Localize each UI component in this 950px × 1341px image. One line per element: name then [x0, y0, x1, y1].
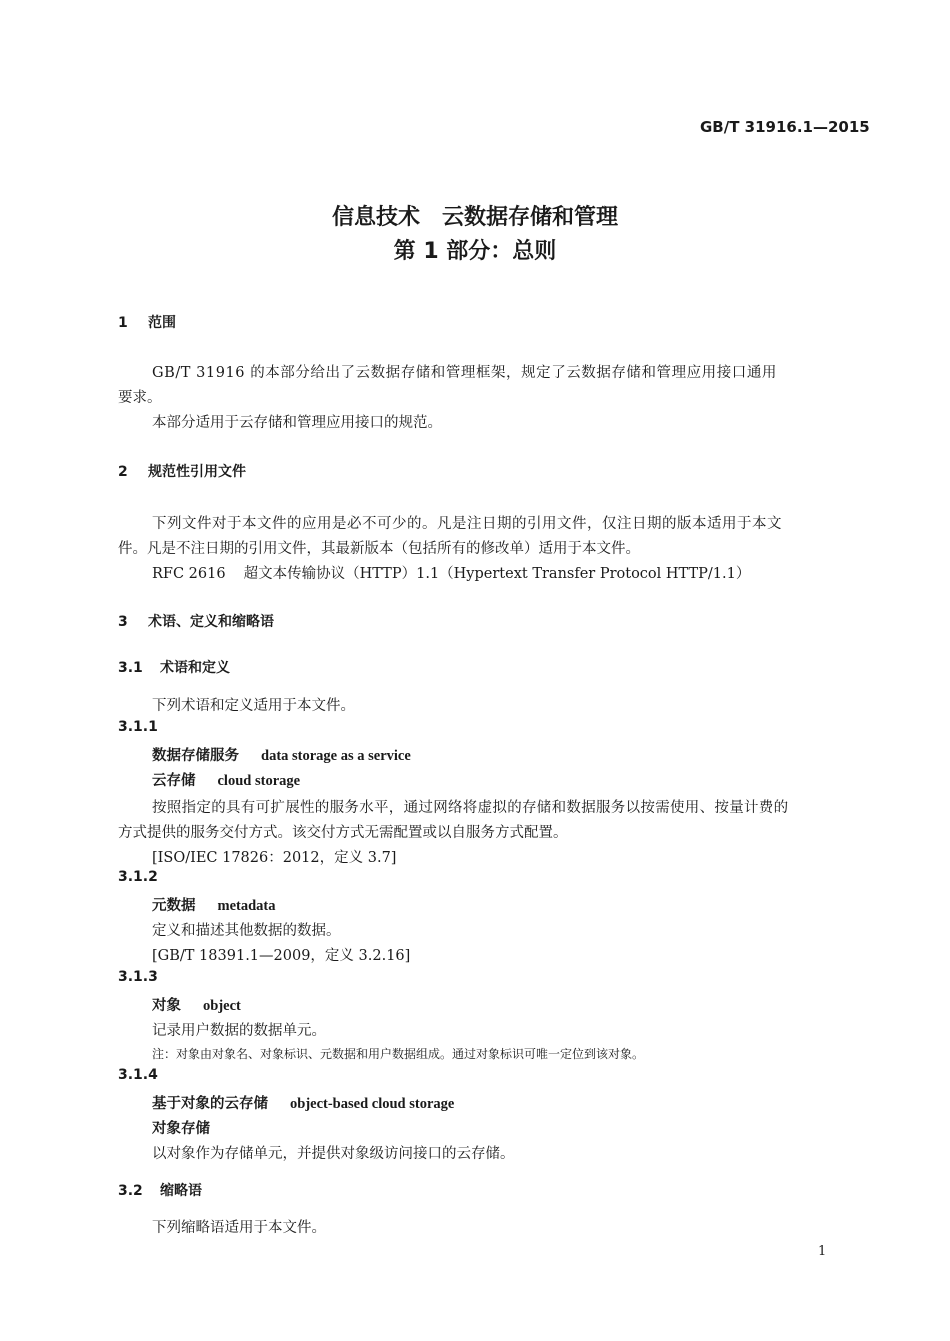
section-number: 3 [118, 614, 128, 630]
subsection-title: 缩略语 [160, 1183, 202, 1199]
term-3-1-3-note: 注：对象由对象名、对象标识、元数据和用户数据组成。通过对象标识可唯一定位到该对象。 [152, 1047, 645, 1061]
term-3-1-1-definition-line1: 按照指定的具有可扩展性的服务水平，通过网络将虚拟的存储和数据服务以按需使用、按量计费的 [152, 800, 789, 816]
document-title-line2: 第 1 部分：总则 [393, 239, 557, 264]
sec3-2-intro: 下列缩略语适用于本文件。 [152, 1220, 326, 1236]
term-3-1-4-admitted [152, 1117, 210, 1138]
subsection-3-1-heading [118, 657, 230, 677]
section-title: 规范性引用文件 [148, 464, 246, 480]
reference-code: RFC 2616 [152, 566, 226, 582]
reference-title: 超文本传输协议（HTTP）1.1（Hypertext Transfer Protocol HTTP/1.1） [243, 566, 751, 582]
term-cn: 数据存储服务 [152, 748, 239, 764]
term-3-1-2-definition: 定义和描述其他数据的数据。 [152, 923, 341, 939]
term-en: metadata [217, 898, 276, 914]
sec2-paragraph1-line2: 件。凡是不注日期的引用文件，其最新版本（包括所有的修改单）适用于本文件。 [118, 541, 640, 557]
term-3-1-4-definition: 以对象作为存储单元，并提供对象级访问接口的云存储。 [152, 1146, 515, 1162]
term-en: cloud storage [217, 773, 301, 789]
term-cn: 对象 [152, 998, 181, 1014]
term-cn: 基于对象的云存储 [152, 1096, 268, 1112]
term-cn: 云存储 [152, 773, 196, 789]
subsection-3-2-heading [118, 1180, 202, 1200]
term-3-1-2-preferred [152, 894, 276, 915]
term-3-1-1-preferred [152, 744, 411, 765]
sec2-paragraph1-line1: 下列文件对于本文件的应用是必不可少的。凡是注日期的引用文件，仅注日期的版本适用于本文 [152, 516, 782, 532]
term-3-1-2-number: 3.1.2 [118, 869, 158, 885]
term-cn: 对象存储 [152, 1121, 210, 1137]
term-3-1-4-number: 3.1.4 [118, 1067, 158, 1083]
term-en: object-based cloud storage [290, 1096, 455, 1112]
term-3-1-4-preferred [152, 1092, 454, 1113]
term-3-1-3-preferred [152, 994, 241, 1015]
term-en: object [203, 998, 241, 1014]
page-number: 1 [818, 1244, 827, 1259]
normative-reference [152, 562, 750, 583]
term-cn: 元数据 [152, 898, 196, 914]
document-title-line1: 信息技术 云数据存储和管理 [331, 205, 618, 230]
subsection-title: 术语和定义 [160, 660, 230, 676]
term-3-1-1-source: [ISO/IEC 17826：2012，定义 3.7] [152, 850, 397, 866]
term-3-1-1-number: 3.1.1 [118, 719, 158, 735]
section-3-heading [118, 611, 274, 631]
term-3-1-1-definition-line2: 方式提供的服务交付方式。该交付方式无需配置或以自服务方式配置。 [118, 825, 568, 841]
term-en: data storage as a service [261, 748, 411, 764]
sec3-1-intro: 下列术语和定义适用于本文件。 [152, 698, 355, 714]
section-title: 术语、定义和缩略语 [148, 614, 274, 630]
standard-number: GB/T 31916.1—2015 [700, 118, 870, 136]
term-3-1-1-admitted [152, 769, 300, 790]
section-title: 范围 [148, 315, 176, 331]
subsection-number: 3.1 [118, 660, 143, 676]
sec1-paragraph2: 本部分适用于云存储和管理应用接口的规范。 [152, 415, 442, 431]
subsection-number: 3.2 [118, 1183, 143, 1199]
sec1-paragraph1-line1: GB/T 31916 的本部分给出了云数据存储和管理框架，规定了云数据存储和管理应用接口通用 [152, 365, 777, 381]
term-3-1-3-number: 3.1.3 [118, 969, 158, 985]
section-number: 1 [118, 315, 128, 331]
term-3-1-3-definition: 记录用户数据的数据单元。 [152, 1023, 326, 1039]
section-1-heading [118, 312, 176, 332]
section-2-heading [118, 461, 246, 481]
sec1-paragraph1-line2: 要求。 [118, 390, 162, 406]
section-number: 2 [118, 464, 128, 480]
term-3-1-2-source: [GB/T 18391.1—2009，定义 3.2.16] [152, 948, 411, 964]
